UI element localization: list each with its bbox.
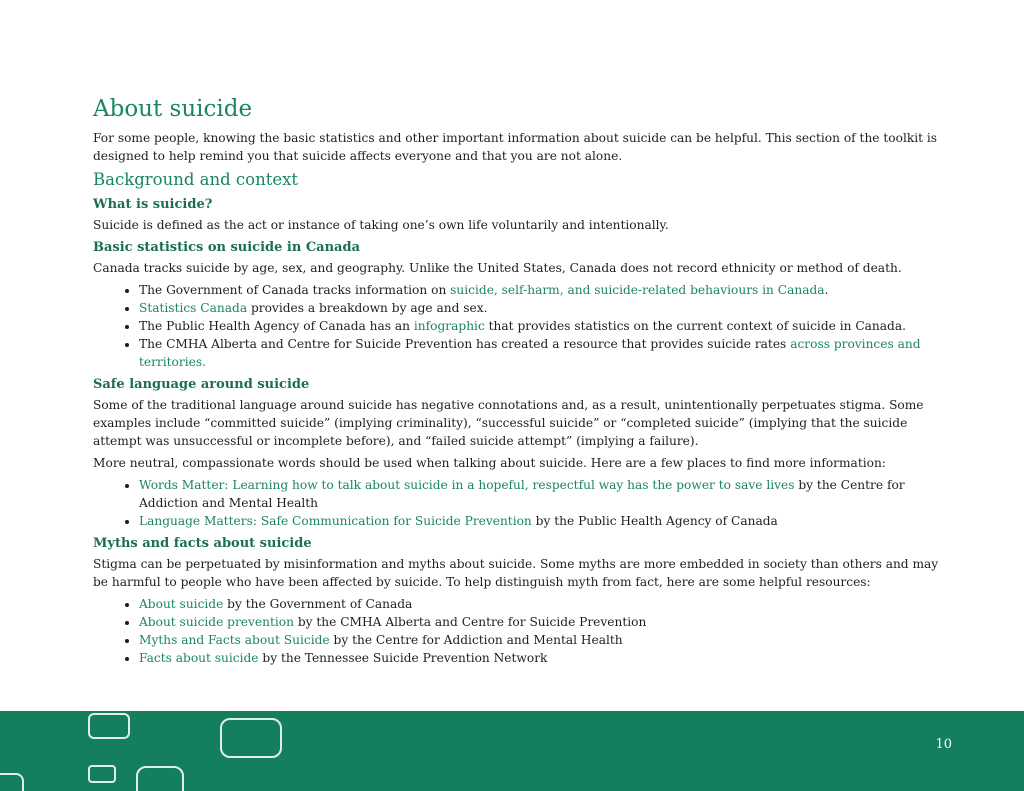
page-footer-band (0, 711, 1024, 791)
decorative-square (0, 773, 24, 791)
words-matter-link[interactable]: Words Matter: Learning how to talk about suicide in a hopeful, respectful way has the power to save lives (139, 478, 795, 492)
background-heading: Background and context (93, 170, 299, 189)
list-item: • About suicide by the Government of Canada (139, 595, 945, 613)
myths-facts-list (93, 595, 945, 667)
decorative-square (88, 765, 116, 783)
decorative-square (136, 766, 184, 791)
list-item: • Facts about suicide by the Tennessee Suicide Prevention Network (139, 649, 945, 667)
infographic-link[interactable]: infographic (413, 319, 485, 333)
list-item: • Statistics Canada provides a breakdown by age and sex. (139, 299, 945, 317)
provinces-territories-link[interactable]: across provinces and territories. (139, 337, 921, 369)
what-is-suicide-heading: What is suicide? (93, 197, 213, 212)
intro-paragraph: For some people, knowing the basic statistics and other important information about suicide can be helpful. This section of the toolkit is designed to help remind you that suicide affects everyone and that you are not alone. (93, 131, 938, 163)
list-item: • About suicide prevention by the CMHA Alberta and Centre for Suicide Prevention (139, 613, 945, 631)
myths-facts-text: Stigma can be perpetuated by misinformation and myths about suicide. Some myths are more embedded in society than others and may be harmful to people who have been affected by suicide. To help distinguish myth from fact, here are some helpful resources: (93, 557, 939, 589)
list-item: • The CMHA Alberta and Centre for Suicide Prevention has created a resource that provides suicide rates across provinces and territories. (139, 335, 945, 371)
what-is-suicide-text: Suicide is defined as the act or instance of taking one’s own life voluntarily and intentionally. (93, 218, 669, 232)
page-content (93, 94, 945, 669)
decorative-square (220, 718, 282, 758)
list-item: • The Government of Canada tracks information on suicide, self-harm, and suicide-related behaviours in Canada. (139, 281, 945, 299)
list-item: • Myths and Facts about Suicide by the Centre for Addiction and Mental Health (139, 631, 945, 649)
myths-facts-heading: Myths and facts about suicide (93, 536, 312, 551)
list-item: • The Public Health Agency of Canada has an infographic that provides statistics on the current context of suicide in Canada. (139, 317, 945, 335)
statistics-list (93, 281, 945, 371)
about-suicide-prevention-link[interactable]: About suicide prevention (139, 615, 294, 629)
myths-and-facts-link[interactable]: Myths and Facts about Suicide (139, 633, 330, 647)
page-title: About suicide (93, 96, 253, 122)
statistics-canada-link[interactable]: Statistics Canada (139, 301, 248, 315)
list-item: • Language Matters: Safe Communication for Suicide Prevention by the Public Health Agency of Canada (139, 512, 945, 530)
facts-about-suicide-link[interactable]: Facts about suicide (139, 651, 259, 665)
page-number: 10 (935, 737, 952, 752)
statistics-heading: Basic statistics on suicide in Canada (93, 240, 360, 255)
about-suicide-link[interactable]: About suicide (139, 597, 224, 611)
language-matters-link[interactable]: Language Matters: Safe Communication for Suicide Prevention (139, 514, 532, 528)
list-item: • Words Matter: Learning how to talk about suicide in a hopeful, respectful way has the power to save lives by the Centre for Addiction and Mental Health (139, 476, 945, 512)
safe-language-text: Some of the traditional language around suicide has negative connotations and, as a result, unintentionally perpetuates stigma. Some examples include “committed suicide” (implying criminality), “successful suicide” or “completed suicide” (implying that the suicide attempt was unsuccessful or incomplete before), and “failed suicide attempt” (implying a failure). (93, 398, 924, 448)
self-harm-link[interactable]: suicide, self-harm, and suicide-related behaviours in Canada (450, 283, 825, 297)
safe-language-list (93, 476, 945, 530)
safe-language-heading: Safe language around suicide (93, 377, 310, 392)
safe-language-text-2: More neutral, compassionate words should be used when talking about suicide. Here are a few places to find more information: (93, 456, 886, 470)
statistics-text: Canada tracks suicide by age, sex, and geography. Unlike the United States, Canada does not record ethnicity or method of death. (93, 261, 902, 275)
decorative-square (88, 713, 130, 739)
